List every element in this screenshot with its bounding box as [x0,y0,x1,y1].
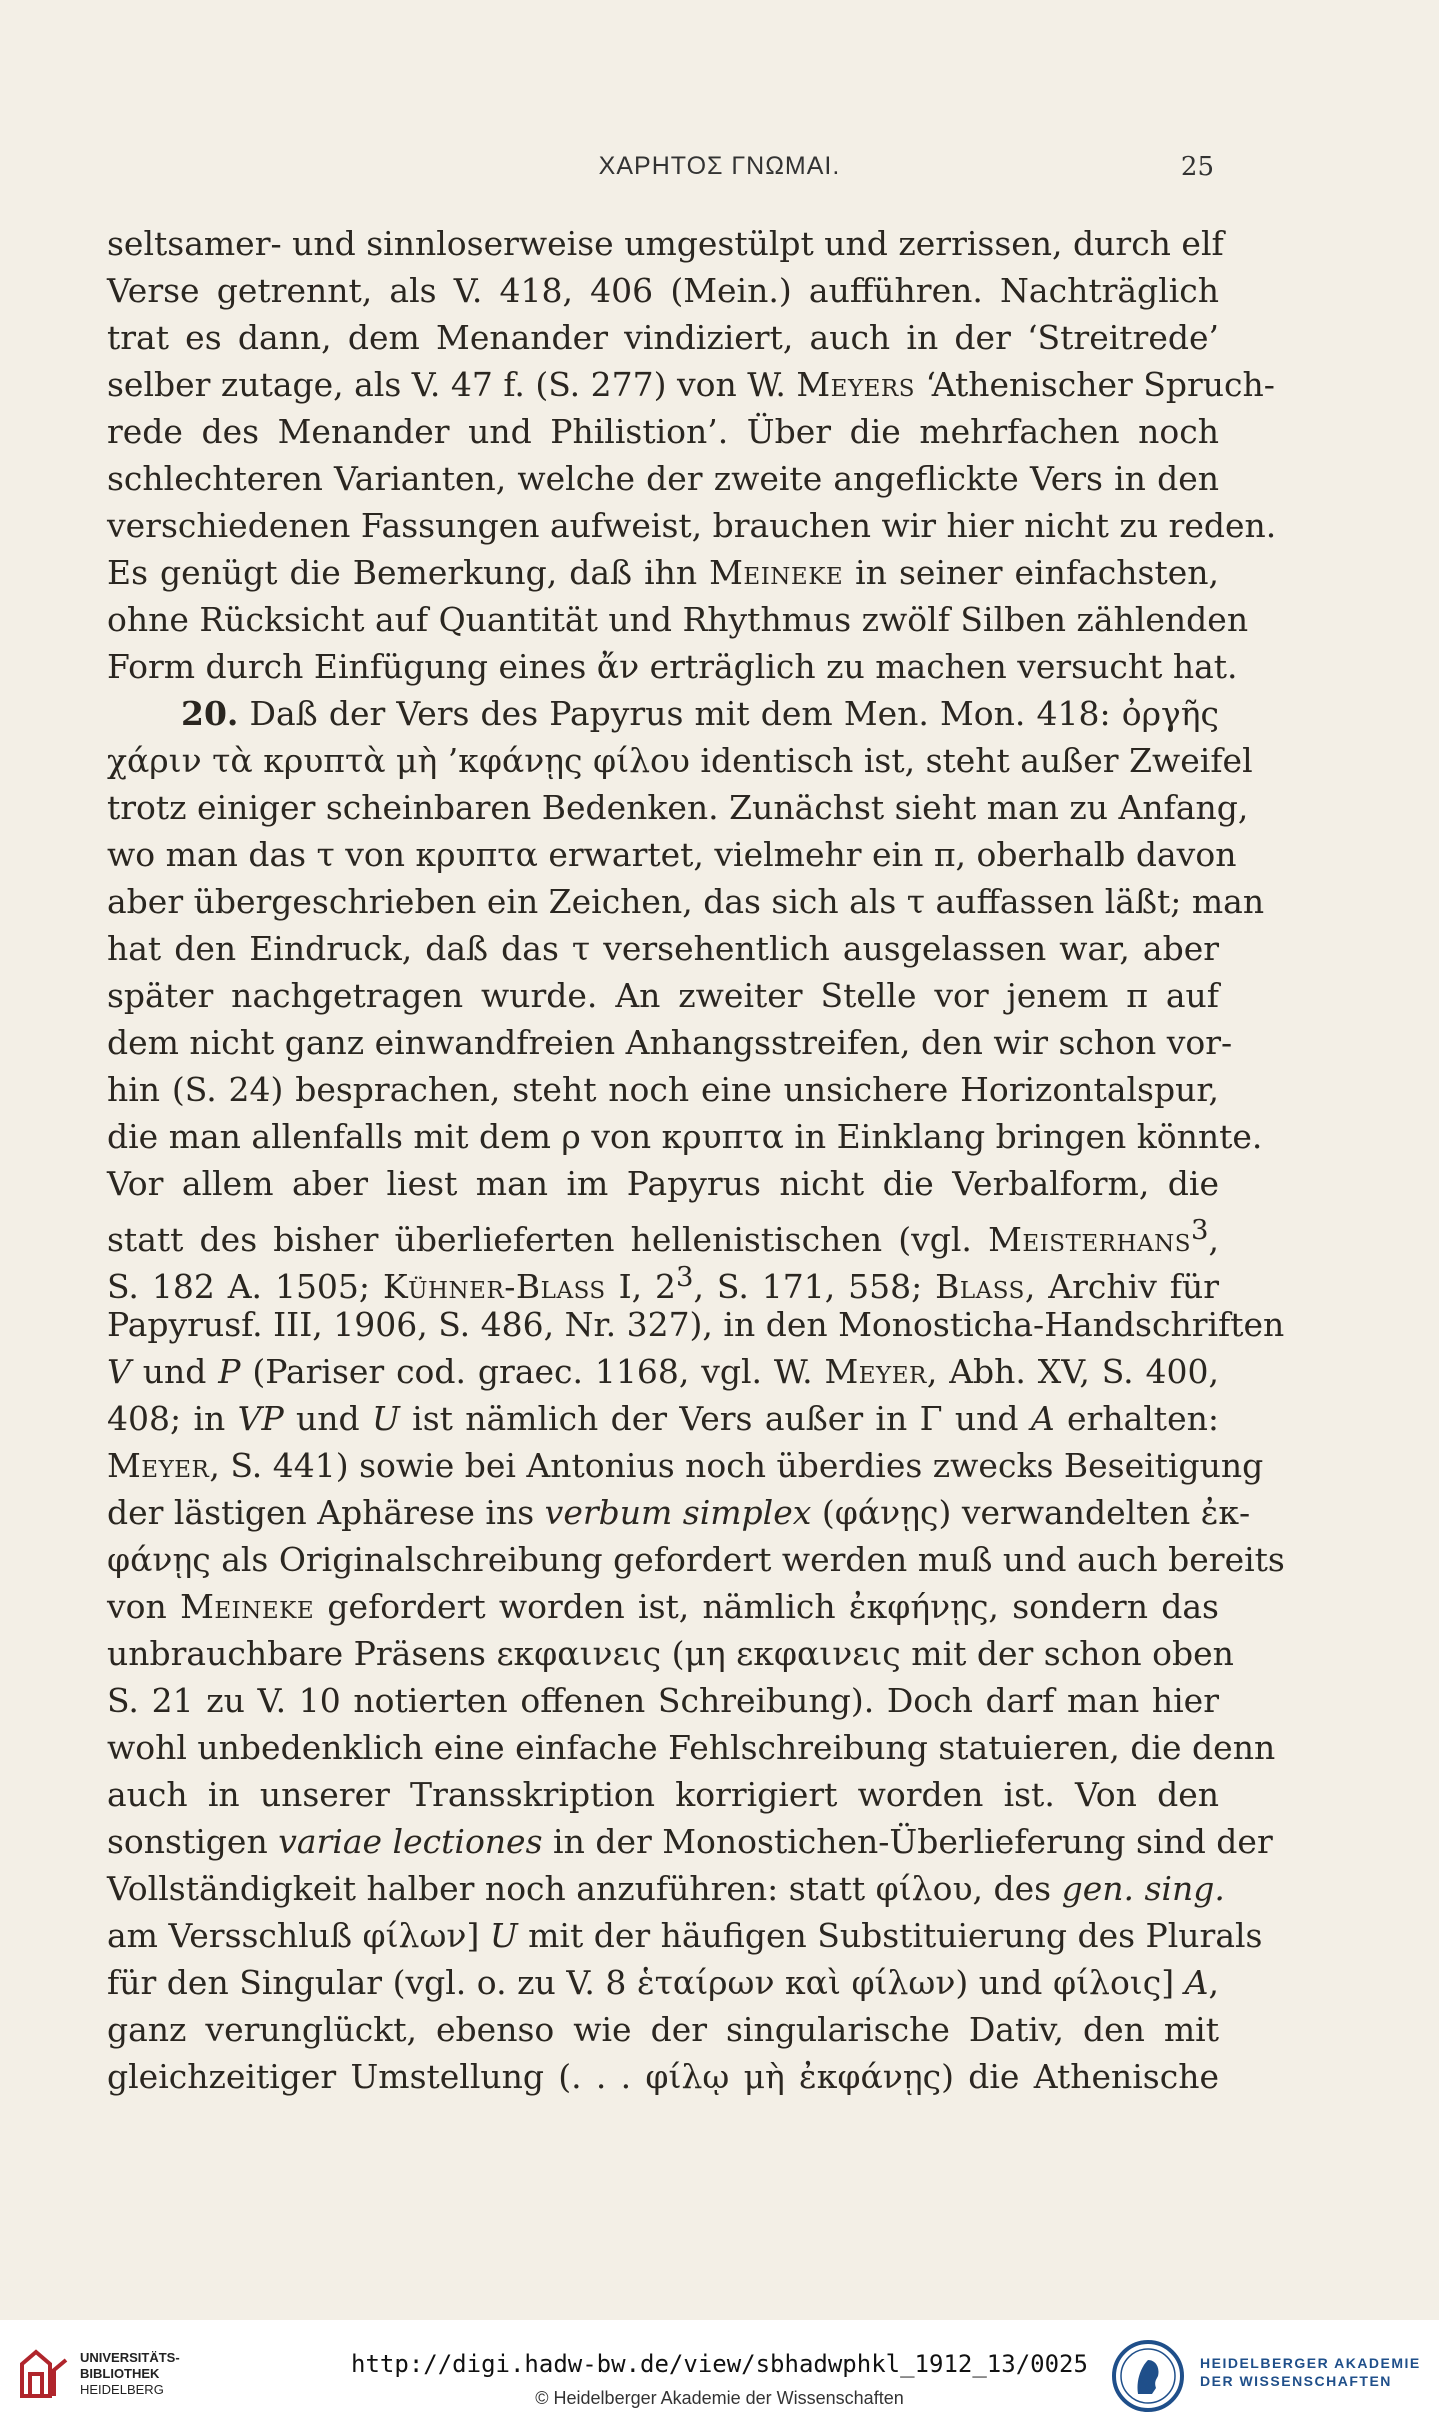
text-line: ganz verunglückt, ebenso wie der singularische Dativ, den mit [107,2010,1219,2049]
author-name: Meyer [824,1352,927,1391]
text-line: 408; in VP und U ist nämlich der Vers außer in Γ und A erhalten: [107,1399,1219,1438]
copyright-notice: © Heidelberger Akademie der Wissenschaften [535,2388,904,2408]
source-url-link[interactable]: http://digi.hadw-bw.de/view/sbhadwphkl_1912_13/0025 [351,2350,1088,2378]
text-line: später nachgetragen wurde. An zweiter Stelle vor jenem π auf [107,976,1219,1015]
text-line: Vor allem aber liest man im Papyrus nicht die Verbalform, die [107,1164,1219,1203]
author-name: Meisterhans [988,1220,1191,1259]
text-line: Meyer, S. 441) sowie bei Antonius noch überdies zwecks Beseitigung [107,1446,1264,1485]
text-line: wo man das τ von κρυπτα erwartet, vielmehr ein π, oberhalb davon [107,835,1237,874]
text-line: statt des bisher überlieferten hellenistischen (vgl. Meisterhans$^3$, [107,1214,1219,1259]
author-name: Blass [935,1267,1025,1306]
text-line: aber übergeschrieben ein Zeichen, das sich als τ auffassen läßt; man [107,882,1265,921]
running-head [0,152,1439,192]
text-line: V und P (Pariser cod. graec. 1168, vgl. W. Meyer, Abh. XV, S. 400, [107,1352,1219,1391]
text-line: unbrauchbare Präsens εκφαινεις (μη εκφαινεις mit der schon oben [107,1634,1234,1673]
academy-name: HEIDELBERGER AKADEMIE DER WISSENSCHAFTEN [1200,2355,1421,2389]
text-line: für den Singular (vgl. o. zu V. 8 ἑταίρων καὶ φίλων) und φίλοις] A, [107,1963,1219,2002]
text-line: dem nicht ganz einwandfreien Anhangsstreifen, den wir schon vor- [107,1023,1233,1062]
body-text [107,220,1285,2100]
text-line: sonstigen variae lectiones in der Monostichen-Überlieferung sind der [107,1822,1273,1861]
footer-bar [0,2320,1439,2424]
text-line: trotz einiger scheinbaren Bedenken. Zunächst sieht man zu Anfang, [107,788,1249,827]
author-name: Meineke [180,1587,315,1626]
text-line: Papyrusf. III, 1906, S. 486, Nr. 327), in den Monosticha-Handschriften [107,1305,1285,1344]
academy-seal-icon [1110,2338,1186,2414]
text-line: seltsamer- und sinnloserweise umgestülpt und zerrissen, durch elf [107,224,1224,263]
text-line: rede des Menander und Philistion’. Über die mehrfachen noch [107,412,1219,451]
text-line: S. 182 A. 1505; Kühner-Blass I, $2^3$, S. 171, 558; Blass, Archiv für [107,1261,1219,1306]
text-line: verschiedenen Fassungen aufweist, brauchen wir hier nicht zu reden. [107,506,1277,545]
text-line: hat den Eindruck, daß das τ versehentlich ausgelassen war, aber [107,929,1219,968]
text-line: trat es dann, dem Menander vindiziert, auch in der ‘Streitrede’ [107,318,1219,357]
text-line: Vollständigkeit halber noch anzuführen: statt φίλου, des gen. sing. [107,1869,1225,1908]
text-line: ohne Rücksicht auf Quantität und Rhythmus zwölf Silben zählenden [107,600,1249,639]
text-line: χάριν τὰ κρυπτὰ μὴ ’κφάνῃς φίλου identisch ist, steht außer Zweifel [107,741,1253,780]
text-line: φάνῃς als Originalschreibung gefordert werden muß und auch bereits [107,1540,1285,1579]
text-line: S. 21 zu V. 10 notierten offenen Schreibung). Doch darf man hier [107,1681,1219,1720]
text-line: am Versschluß φίλων] U mit der häufigen Substituierung des Plurals [107,1916,1263,1955]
text-line: der lästigen Aphärese ins verbum simplex (φάνῃς) verwandelten ἐκ- [107,1493,1251,1532]
text-line: Form durch Einfügung eines ἄν erträglich zu machen versucht hat. [107,647,1238,686]
text-line: auch in unserer Transskription korrigiert worden ist. Von den [107,1775,1219,1814]
text-line: wohl unbedenklich eine einfache Fehlschreibung statuieren, die denn [107,1728,1276,1767]
text-line: hin (S. 24) besprachen, steht noch eine unsichere Horizontalspur, [107,1070,1219,1109]
author-name: Meyer [107,1446,210,1485]
running-title: ΧΑΡΗΤΟΣ ΓΝΩΜΑΙ. [598,152,841,180]
page-number: 25 [1180,152,1214,182]
text-line: Verse getrennt, als V. 418, 406 (Mein.) aufführen. Nachträglich [107,271,1219,310]
text-line: gleichzeitiger Umstellung (. . . φίλῳ μὴ ἐκφάνῃς) die Athenische [107,2057,1219,2096]
author-name: Meineke [709,553,844,592]
library-name: UNIVERSITÄTS- BIBLIOTHEK HEIDELBERG [80,2350,180,2397]
author-name: Kühner-Blass [382,1267,606,1306]
section-number: 20. [181,694,239,733]
text-line: Es genügt die Bemerkung, daß ihn Meineke in seiner einfachsten, [107,553,1219,592]
text-line: von Meineke gefordert worden ist, nämlich ἐκφήνῃς, sondern das [107,1587,1219,1626]
text-line: schlechteren Varianten, welche der zweite angeflickte Vers in den [107,459,1219,498]
text-line: 20. Daß der Vers des Papyrus mit dem Men. Mon. 418: ὀργῆς [181,694,1219,733]
text-line: selber zutage, als V. 47 f. (S. 277) von W. Meyers ‘Athenischer Spruch- [107,365,1275,404]
text-line: die man allenfalls mit dem ρ von κρυπτα in Einklang bringen könnte. [107,1117,1263,1156]
author-name: Meyers [796,365,915,404]
